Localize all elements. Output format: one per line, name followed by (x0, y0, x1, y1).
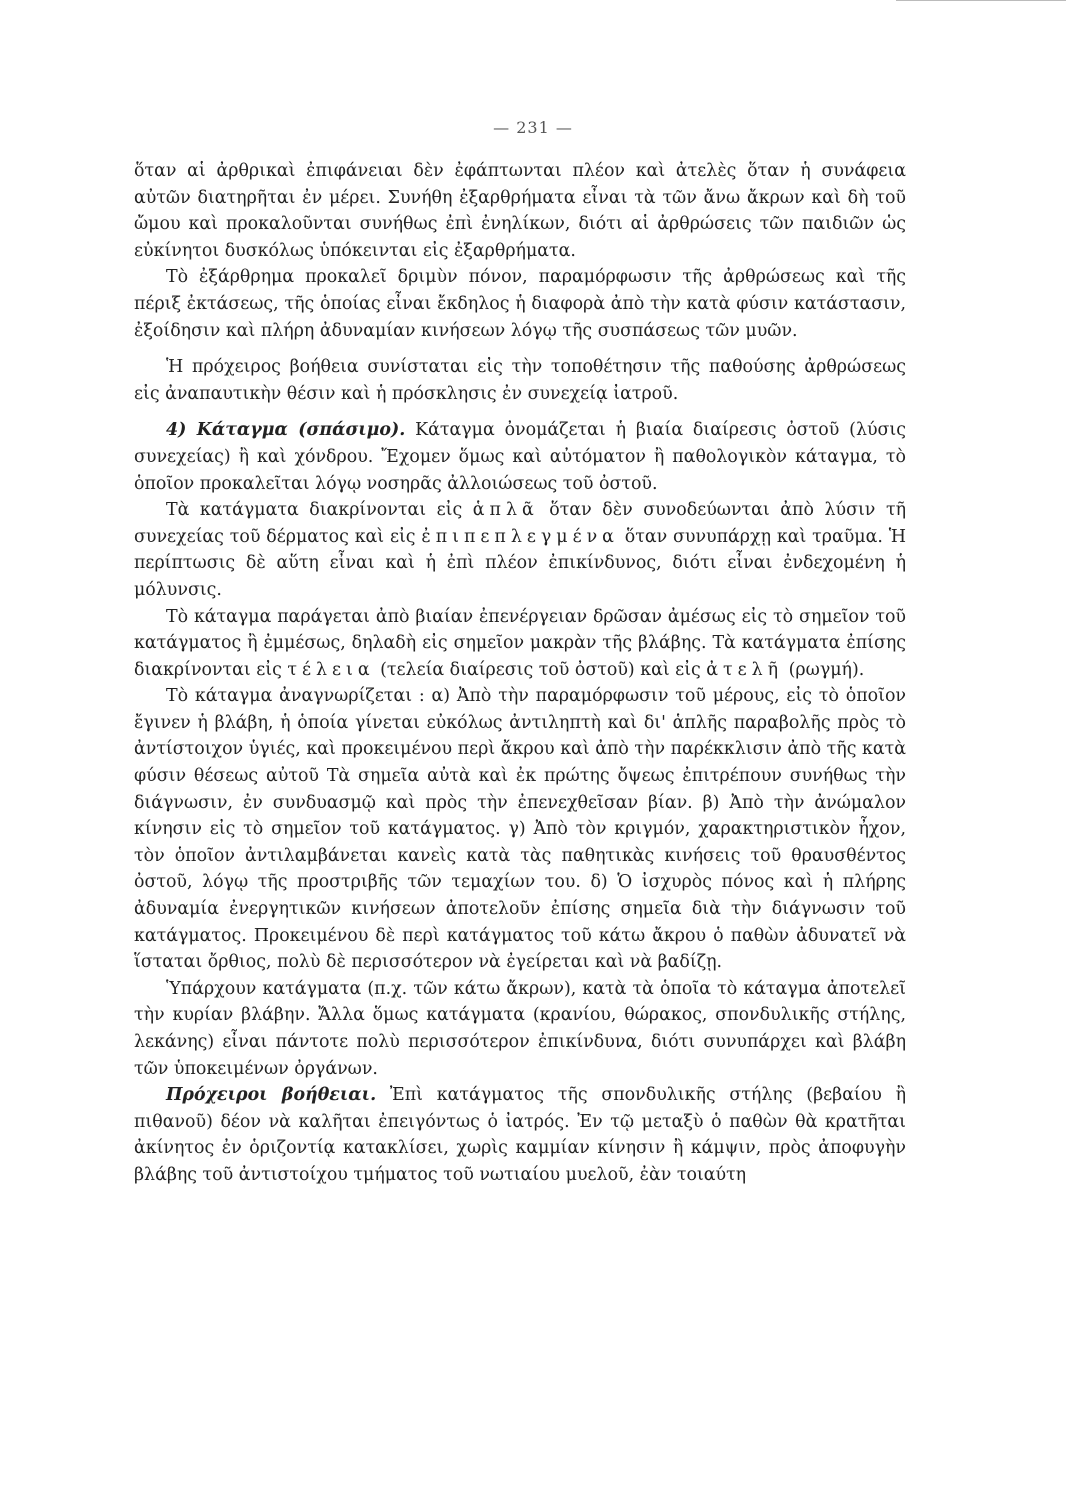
paragraph-5-c: ὅταν δὲν συνοδεύωνται ἀπὸ λύσιν τῆ συνεχείας τοῦ δέρματος καὶ εἰς (134, 500, 906, 547)
paragraph-4-text: Κάταγμα ὀνομάζεται ἡ βιαία διαίρεσις ὀστοῦ (λύσις συνεχείας) ἢ καὶ χόνδρου. Ἔχομεν ὅμως καὶ αὐτόματον ἢ παθολογικὸν κάταγμα, τὸ ὁποῖον προκαλεῖται λόγῳ νοσηρᾶς ἀλλοιώσεως τοῦ ὀστοῦ. (134, 420, 906, 494)
body-text (134, 158, 906, 1189)
paragraph-1: ὅταν αἱ ἀρθρικαὶ ἐπιφάνειαι δὲν ἐφάπτωνται πλέον καὶ ἀτελὲς ὅταν ἡ συνάφεια αὐτῶν διατηρῆται ἐν μέρει. Συνήθη ἐξαρθρήματα εἶναι τὰ τῶν ἄνω ἄκρων καὶ δὴ τοῦ ὤμου καὶ προκαλοῦνται συνήθως ἐπὶ ἐνηλίκων, διότι αἱ ἀρθρώσεις τῶν παιδιῶν ὡς εὐκίνητοι δυσκόλως ὑπόκεινται εἰς ἐξαρθρήματα. (134, 161, 906, 261)
paragraph-5 (134, 497, 906, 603)
paragraph-8: Ὑπάρχουν κατάγματα (π.χ. τῶν κάτω ἄκρων), κατὰ τὰ ὁποῖα τὸ κάταγμα ἀποτελεῖ τὴν κυρίαν βλάβην. Ἄλλα ὅμως κατάγματα (κρανίου, θώρακος, σπονδυλικῆς στήλης, λεκάνης) εἶναι πάντοτε πολὺ περισσότερον ἐπικίνδυνα, διότι συνυπάρχει καὶ βλάβη τῶν ὑποκειμένων ὀργάνων. (134, 978, 906, 1079)
paragraph-2: Τὸ ἐξάρθρημα προκαλεῖ δριμὺν πόνον, παραμόρφωσιν τῆς ἀρθρώσεως καὶ τῆς πέριξ ἐκτάσεως, τῆς ὁποίας εἶναι ἔκδηλος ἡ διαφορὰ ἀπὸ τὴν κατὰ φύσιν κατάστασιν, ἐξοίδησιν καὶ πλήρη ἀδυναμίαν κινήσεων λόγῳ τῆς συσπάσεως τῶν μυῶν. (134, 267, 906, 341)
spaced-term-incomplete: ἀτελῆ (706, 659, 784, 680)
page-number: — 231 — (493, 118, 573, 137)
spaced-term-complicated: ἐπιπεπλεγμένα (421, 526, 619, 547)
spaced-term-complete: τέλεια (287, 659, 375, 680)
section-heading-first-aid: Πρόχειροι βοήθειαι. (166, 1085, 377, 1106)
paragraph-5-a: Τὰ κατάγματα διακρίνονται εἰς (166, 500, 473, 521)
paragraph-9-text: Ἐπὶ κατάγματος τῆς σπονδυλικῆς στήλης (βεβαίου ἢ πιθανοῦ) δέον νὰ καλῆται ἐπειγόντως ὁ ἰατρός. Ἐν τῷ μεταξὺ ὁ παθὼν θὰ κρατῆται ἀκίνητος ἐν ὁριζοντίᾳ κατακλίσει, χωρὶς καμμίαν κίνησιν ἢ κάμψιν, πρὸς ἀποφυγὴν βλάβης τοῦ ἀντιστοίχου τμήματος τοῦ νωτιαίου μυελοῦ, ἐὰν τοιαύτη (134, 1085, 906, 1185)
paragraph-4 (134, 417, 906, 497)
spaced-term-simple: ἁπλᾶ (472, 500, 539, 521)
paragraph-6-e: (ρωγμή). (783, 659, 865, 680)
paragraph-7: Τὸ κάταγμα ἀναγνωρίζεται : α) Ἀπὸ τὴν παραμόρφωσιν τοῦ μέρους, εἰς τὸ ὁποῖον ἔγινεν ἡ βλάβη, ἡ ὁποία γίνεται εὐκόλως ἀντιληπτὴ καὶ δι' ἁπλῆς παραβολῆς πρὸς τὸ ἀντίστοιχον ὑγιές, καὶ προκειμένου περὶ ἄκρου καὶ ἀπὸ τὴν παρέκκλισιν ἀπὸ τῆς κατὰ φύσιν θέσεως αὐτοῦ Τὰ σημεῖα αὐτὰ καὶ ἐκ πρώτης ὄψεως ἐπιτρέπουν συνήθως τὴν διάγνωσιν, ἐν συνδυασμῷ καὶ πρὸς τὴν ἐπενεχθεῖσαν βίαν. β) Ἀπὸ τὴν ἀνώμαλον κίνησιν εἰς τὸ σημεῖον τοῦ κατάγματος. γ) Ἀπὸ τὸν κριγμόν, χαρακτηριστικὸν ἦχον, τὸν ὁποῖον ἀντιλαμβάνεται κανεὶς κατὰ τὰς παθητικὰς κινήσεις τοῦ θραυσθέντος ὀστοῦ, λόγῳ τῆς προστριβῆς τῶν τεμαχίων του. δ) Ὁ ἰσχυρὸς πόνος καὶ ἡ πλήρης ἀδυναμία ἐνεργητικῶν κινήσεων ἀποτελοῦν ἐπίσης σημεῖα διὰ τὴν διάγνωσιν τοῦ κατάγματος. Προκειμένου δὲ περὶ κατάγματος τοῦ κάτω ἄκρου ὁ παθὼν ἀδυνατεῖ νὰ ἵσταται ὄρθιος, πολὺ δὲ περισσότερον νὰ ἐγείρεται καὶ νὰ βαδίζῃ. (134, 686, 906, 973)
paragraph-3: Ἡ πρόχειρος βοήθεια συνίσταται εἰς τὴν τοποθέτησιν τῆς παθούσης ἀρθρώσεως εἰς ἀναπαυτικὴν θέσιν καὶ ἡ πρόσκλησις ἐν συνεχείᾳ ἰατροῦ. (134, 357, 906, 404)
paragraph-6 (134, 604, 906, 684)
paragraph-9 (134, 1082, 906, 1188)
page-edge-mark (896, 0, 1066, 15)
paragraph-5-e: ὅταν συνυπάρχῃ καὶ τραῦμα. Ἡ περίπτωσις δὲ αὕτη εἶναι καὶ ἡ ἐπὶ πλέον ἐπικίνδυνος, διότι εἶναι ἐνδεχομένη ἡ μόλυνσις. (134, 526, 906, 600)
paragraph-6-c: (τελεία διαίρεσις τοῦ ὀστοῦ) καὶ εἰς (374, 659, 707, 680)
section-heading-fracture: 4) Κάταγμα (σπάσιμο). (166, 420, 406, 441)
paragraph-6-a: Τὸ κάταγμα παράγεται ἀπὸ βιαίαν ἐπενέργειαν δρῶσαν ἀμέσως εἰς τὸ σημεῖον τοῦ κατάγματος ἢ ἐμμέσως, δηλαδὴ εἰς σημεῖον μακρὰν τῆς βλάβης. Τὰ κατάγματα ἐπίσης διακρίνονται εἰς (134, 606, 906, 680)
